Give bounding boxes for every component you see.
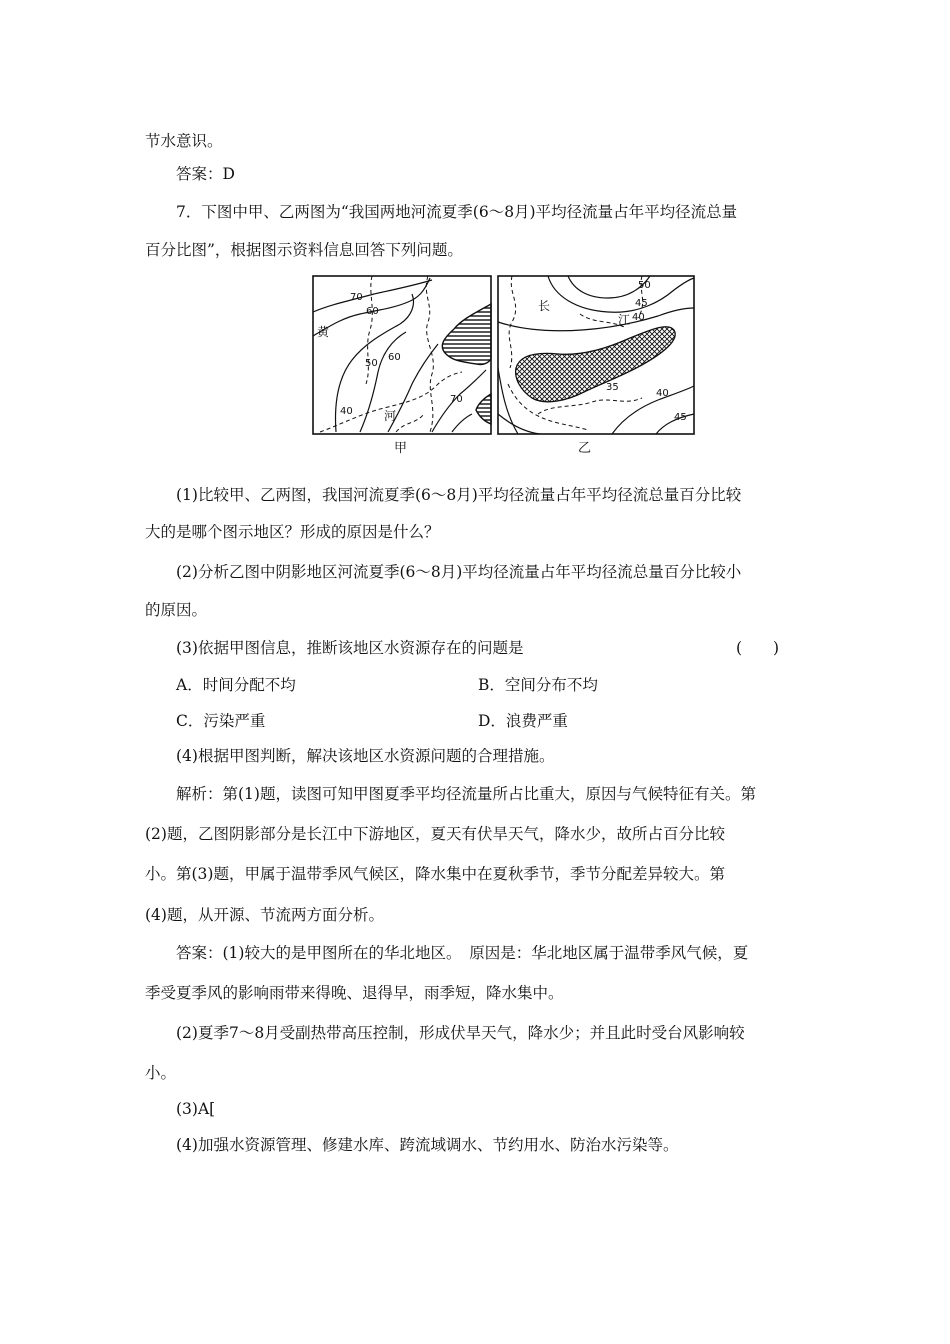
answer-line: 季受夏季风的影响雨带来得晚、退得早，雨季短，降水集中。: [145, 984, 564, 1002]
contour-line: [612, 386, 694, 434]
contour-line: [498, 368, 518, 434]
map-jia-caption: 甲: [394, 441, 408, 456]
contour-label: 70: [350, 292, 363, 303]
contour-label: 35: [606, 382, 619, 393]
boundary-line: [509, 276, 516, 368]
contour-label: 40: [656, 388, 669, 399]
sub-question-3: (3)依据甲图信息，推断该地区水资源存在的问题是: [176, 639, 524, 657]
contour-label: 40: [632, 312, 645, 323]
question-7-line: 7．下图中甲、乙两图为“我国两地河流夏季(6～8月)平均径流量占年平均径流总量: [176, 203, 738, 221]
answer-line: (3)A[: [176, 1100, 216, 1118]
figure-runoff-maps-svg: [312, 274, 696, 462]
contour-label: 45: [674, 412, 687, 423]
option-c: C．污染严重: [176, 712, 266, 730]
map-jia-sea-south: [476, 394, 491, 424]
map-yi: [498, 276, 694, 434]
option-d: D．浪费严重: [478, 712, 568, 730]
contour-line: [452, 414, 472, 432]
map-jia-sea: [442, 304, 491, 365]
sub-question-2: (2)分析乙图中阴影地区河流夏季(6～8月)平均径流量占年平均径流总量百分比较小: [176, 563, 742, 581]
answer-line: 小。: [145, 1064, 177, 1082]
answer-line: (4)加强水资源管理、修建水库、跨流域调水、节约用水、防治水污染等。: [176, 1136, 679, 1154]
figure-runoff-maps: [312, 274, 696, 462]
analysis-line: (2)题，乙图阴影部分是长江中下游地区，夏天有伏旱天气，降水少，故所占百分比较: [145, 825, 725, 843]
contour-label: 50: [638, 280, 651, 291]
map-yi-shaded-region: [516, 327, 676, 402]
contour-label: 60: [388, 352, 401, 363]
contour-line: [498, 414, 540, 434]
river-label-chang: 长: [538, 299, 551, 313]
river-label-he: 河: [384, 409, 397, 423]
option-b: B．空间分布不均: [478, 676, 598, 694]
sub-question-2: 的原因。: [145, 601, 208, 619]
river-label-huang: 黄: [317, 325, 330, 339]
contour-label: 60: [366, 306, 379, 317]
analysis-line: 解析：第(1)题，读图可知甲图夏季平均径流量所占比重大，原因与气候特征有关。第: [176, 785, 756, 803]
river-label-jiang: 江: [618, 313, 631, 327]
contour-label: 40: [340, 406, 353, 417]
question-7-line: 百分比图”，根据图示资料信息回答下列问题。: [145, 241, 463, 259]
sub-question-4: (4)根据甲图判断，解决该地区水资源问题的合理措施。: [176, 747, 555, 765]
text-line: 节水意识。: [145, 132, 223, 150]
map-jia: [313, 276, 491, 434]
option-a: A．时间分配不均: [176, 676, 296, 694]
contour-line: [548, 276, 694, 312]
contour-label: 50: [365, 358, 378, 369]
boundary-line: [396, 414, 424, 432]
sub-question-1: 大的是哪个图示地区？形成的原因是什么？: [145, 523, 440, 541]
sub-question-1: (1)比较甲、乙两图，我国河流夏季(6～8月)平均径流量占年平均径流总量百分比较: [176, 486, 742, 504]
answer-line: 答案：(1)较大的是甲图所在的华北地区。 原因是：华北地区属于温带季风气候，夏: [176, 944, 749, 962]
analysis-line: 小。第(3)题，甲属于温带季风气候区，降水集中在夏秋季节，季节分配差异较大。第: [145, 865, 725, 883]
analysis-line: (4)题，从开源、节流两方面分析。: [145, 906, 384, 924]
answer-line: (2)夏季7～8月受副热带高压控制，形成伏旱天气，降水少；并且此时受台风影响较: [176, 1024, 745, 1042]
contour-label: 70: [450, 394, 463, 405]
map-yi-caption: 乙: [578, 441, 592, 456]
answer-blank: ( ): [736, 639, 780, 657]
contour-label: 45: [635, 298, 648, 309]
answer-line: 答案：D: [176, 165, 235, 183]
